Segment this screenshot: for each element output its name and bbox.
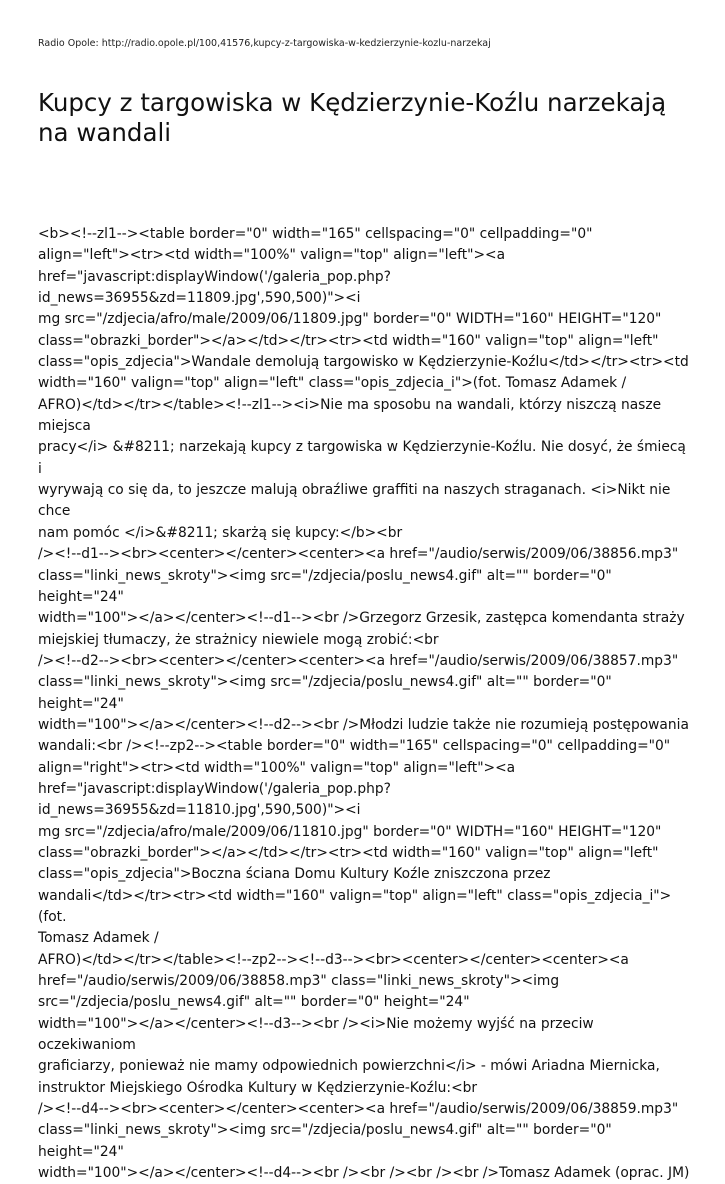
article-body <box>38 224 692 1184</box>
article-body-line: mg src="/zdjecia/afro/male/2009/06/11809.jpg" border="0" WIDTH="160" HEIGHT="120" <box>38 311 662 328</box>
source-url-line: Radio Opole: http://radio.opole.pl/100,41576,kupcy-z-targowiska-w-kedzierzynie-kozlu-narzekaj <box>38 38 491 49</box>
article-body-line: align="right"><tr><td width="100%" valign="top" align="left"><a <box>38 759 516 776</box>
article-body-line: miejskiej tłumaczy, że strażnicy niewiele mogą zrobić:<br <box>38 631 439 648</box>
article-body-line: Tomasz Adamek / <box>38 930 159 947</box>
article-body-line: class="linki_news_skroty"><img src="/zdjecia/poslu_news4.gif" alt="" border="0" height="24" <box>38 674 617 712</box>
article-body-line: instruktor Miejskiego Ośrodka Kultury w Kędzierzynie-Koźlu:<br <box>38 1079 478 1096</box>
article-body-line: mg src="/zdjecia/afro/male/2009/06/11810.jpg" border="0" WIDTH="160" HEIGHT="120" <box>38 823 662 840</box>
article-body-line: href="javascript:displayWindow('/galeria_pop.php?id_news=36955&zd=11809.jpg',590,500)"><i <box>38 268 391 307</box>
article-body-line: href="/audio/serwis/2009/06/38858.mp3" class="linki_news_skroty"><img <box>38 973 560 990</box>
article-body-line: width="100"></a></center><!--d3--><br /><i>Nie możemy wyjść na przeciw oczekiwaniom <box>38 1015 599 1054</box>
article-body-line: /><!--d4--><br><center></center><center><a href="/audio/serwis/2009/06/38859.mp3" <box>38 1101 679 1118</box>
article-body-line: <b><!--zl1--><table border="0" width="165" cellspacing="0" cellpadding="0" <box>38 226 593 242</box>
article-body-line: src="/zdjecia/poslu_news4.gif" alt="" border="0" height="24" <box>38 994 470 1011</box>
article-body-line: wandali:<br /><!--zp2--><table border="0" width="165" cellspacing="0" cellpadding="0" <box>38 738 671 755</box>
article-body-line: width="100"></a></center><!--d2--><br />Młodzi ludzie także nie rozumieją postępowania <box>38 716 689 733</box>
article-body-line: graficiarzy, ponieważ nie mamy odpowiednich powierzchni</i> - mówi Ariadna Miernicka, <box>38 1058 660 1075</box>
article-body-line: width="100"></a></center><!--d1--><br />Grzegorz Grzesik, zastępca komendanta straży <box>38 610 685 627</box>
article-body-line: nam pomóc </i>&#8211; skarżą się kupcy:</b><br <box>38 524 403 541</box>
article-body-line: AFRO)</td></tr></table><!--zl1--><i>Nie ma sposobu na wandali, którzy niszczą nasze miejsca <box>38 396 666 435</box>
article-body-line: class="opis_zdjecia">Wandale demolują targowisko w Kędzierzynie-Koźlu</td></tr><tr><td <box>38 354 689 371</box>
article-body-line: AFRO)</td></tr></table><!--zp2--><!--d3--><br><center></center><center><a <box>38 951 629 968</box>
article-body-line: class="opis_zdjecia">Boczna ściana Domu Kultury Koźle zniszczona przez <box>38 866 551 883</box>
article-title: Kupcy z targowiska w Kędzierzynie-Koźlu narzekają na wandali <box>38 88 667 147</box>
article-body-line: class="obrazki_border"></a></td></tr><tr><td width="160" valign="top" align="left" <box>38 332 659 349</box>
article-body-line: href="javascript:displayWindow('/galeria_pop.php?id_news=36955&zd=11810.jpg',590,500)"><i <box>38 780 391 819</box>
article-body-line: /><!--d2--><br><center></center><center><a href="/audio/serwis/2009/06/38857.mp3" <box>38 652 679 669</box>
article-body-line: width="100"></a></center><!--d4--><br /><br /><br /><br />Tomasz Adamek (oprac. JM) <box>38 1165 690 1182</box>
article-body-line: wyrywają co się da, to jeszcze malują obraźliwe graffiti na naszych straganach. <i>Nikt nie chce <box>38 482 675 520</box>
article-body-line: class="linki_news_skroty"><img src="/zdjecia/poslu_news4.gif" alt="" border="0" height="24" <box>38 567 617 605</box>
article-body-line: align="left"><tr><td width="100%" valign="top" align="left"><a <box>38 247 506 264</box>
article-body-line: /><!--d1--><br><center></center><center><a href="/audio/serwis/2009/06/38856.mp3" <box>38 546 679 563</box>
article-body-line: class="linki_news_skroty"><img src="/zdjecia/poslu_news4.gif" alt="" border="0" height="24" <box>38 1122 617 1160</box>
article-body-line: wandali</td></tr><tr><td width="160" valign="top" align="left" class="opis_zdjecia_i">(fot. <box>38 887 672 925</box>
article-body-line: pracy</i> &#8211; narzekają kupcy z targowiska w Kędzierzynie-Koźlu. Nie dosyć, że śmiecą i <box>38 439 691 477</box>
article-body-line: width="160" valign="top" align="left" class="opis_zdjecia_i">(fot. Tomasz Adamek / <box>38 375 627 392</box>
article-body-line: class="obrazki_border"></a></td></tr><tr><td width="160" valign="top" align="left" <box>38 844 659 861</box>
